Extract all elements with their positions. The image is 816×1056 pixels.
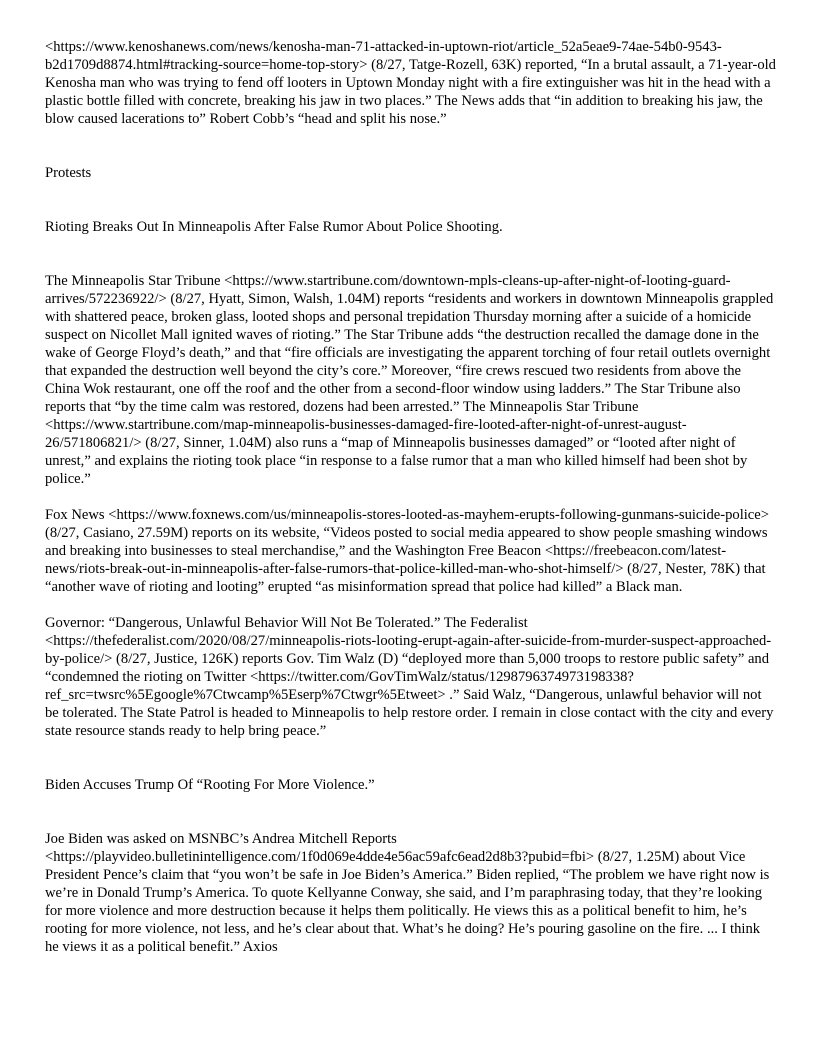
section-heading: Protests [45,165,92,181]
governor-paragraph: Governor: “Dangerous, Unlawful Behavior Will Not Be Tolerated.” The Federalist <https://thefederalist.com/2020/08/27/minneapolis-riots-looting-erupt-again-after-suicide-from-murder-suspect-approached-by-police/> (8/27, Justice, 126K) reports Gov. Tim Walz (D) “deployed more than 5,000 troops to restore public safety” and “condemned the rioting on Twitter <https://twitter.com/GovTimWalz/status/1298796374973198338?ref_src=twsrc%5Egoogle%7Ctwcamp%5Eserp%7Ctwgr%5Etweet> .” Said Walz, “Dangerous, unlawful behavior will not be tolerated. The State Patrol is headed to Minneapolis to help restore order. I remain in close contact with the city and every state resource stands ready to help bring peace.” [45,615,774,739]
rioting-headline: Rioting Breaks Out In Minneapolis After False Rumor About Police Shooting. [45,219,503,235]
fox-news-paragraph: Fox News <https://www.foxnews.com/us/minneapolis-stores-looted-as-mayhem-erupts-following-gunmans-suicide-police> (8/27, Casiano, 27.59M) reports on its website, “Videos posted to social media appeared to show people smashing windows and breaking into businesses to steal merchandise,” and the Washington Free Beacon <https://freebeacon.com/latest-news/riots-break-out-in-minneapolis-after-false-rumors-that-police-killed-man-who-shot-himself/> (8/27, Nester, 78K) that “another wave of rioting and looting” erupted “as misinformation spread that police had killed” a Black man. [45,507,769,595]
kenosha-paragraph: <https://www.kenoshanews.com/news/kenosha-man-71-attacked-in-uptown-riot/article_52a5eae9-74ae-54b0-9543-b2d1709d8874.html#tracking-source=home-top-story> (8/27, Tatge-Rozell, 63K) reported, “In a brutal assault, a 71-year-old Kenosha man who was trying to fend off looters in Uptown Monday night with a fire extinguisher was hit in the head with a plastic bottle filled with concrete, breaking his jaw in two places.” The News adds that “in addition to breaking his jaw, the blow caused lacerations to” Robert Cobb’s “head and split his nose.” [45,39,776,127]
star-tribune-paragraph: The Minneapolis Star Tribune <https://www.startribune.com/downtown-mpls-cleans-up-after-night-of-looting-guard-arrives/572236922/> (8/27, Hyatt, Simon, Walsh, 1.04M) reports “residents and workers in downtown Minneapolis grappled with shattered peace, broken glass, looted shops and personal trepidation Thursday morning after a suicide of a homicide suspect on Nicollet Mall ignited waves of rioting.” The Star Tribune adds “the destruction recalled the damage done in the wake of George Floyd’s death,” and that “fire officials are investigating the apparent torching of four retail outlets overnight that expanded the destruction well beyond the city’s core.” Moreover, “fire crews rescued two residents from above the China Wok restaurant, one off the roof and the other from a second-floor window using ladders.” The Star Tribune also reports that “by the time calm was restored, dozens had been arrested.” The Minneapolis Star Tribune <https://www.startribune.com/map-minneapolis-businesses-damaged-fire-looted-after-night-of-unrest-august-26/571806821/> (8/27, Sinner, 1.04M) also runs a “map of Minneapolis businesses damaged” or “looted after night of unrest,” and explains the rioting took place “in response to a false rumor that a man who killed himself had been shot by police.” [45,273,774,487]
biden-paragraph: Joe Biden was asked on MSNBC’s Andrea Mitchell Reports <https://playvideo.bulletinintelligence.com/1f0d069e4dde4e56ac59afc6ead2d8b3?pubid=fbi> (8/27, 1.25M) about Vice President Pence’s claim that “you won’t be safe in Joe Biden’s America.” Biden replied, “The problem we have right now is we’re in Donald Trump’s America. To quote Kellyanne Conway, she said, and I’m paraphrasing today, that they’re looking for more violence and more destruction because it helps them politically. He views this as a political benefit to him, he’s rooting for more violence, not less, and he’s clear about that. What’s he doing? He’s pouring gasoline on the fire. ... I think he views it as a political benefit.” Axios [45,831,770,955]
document-page [45,38,777,956]
biden-headline: Biden Accuses Trump Of “Rooting For More Violence.” [45,777,375,793]
